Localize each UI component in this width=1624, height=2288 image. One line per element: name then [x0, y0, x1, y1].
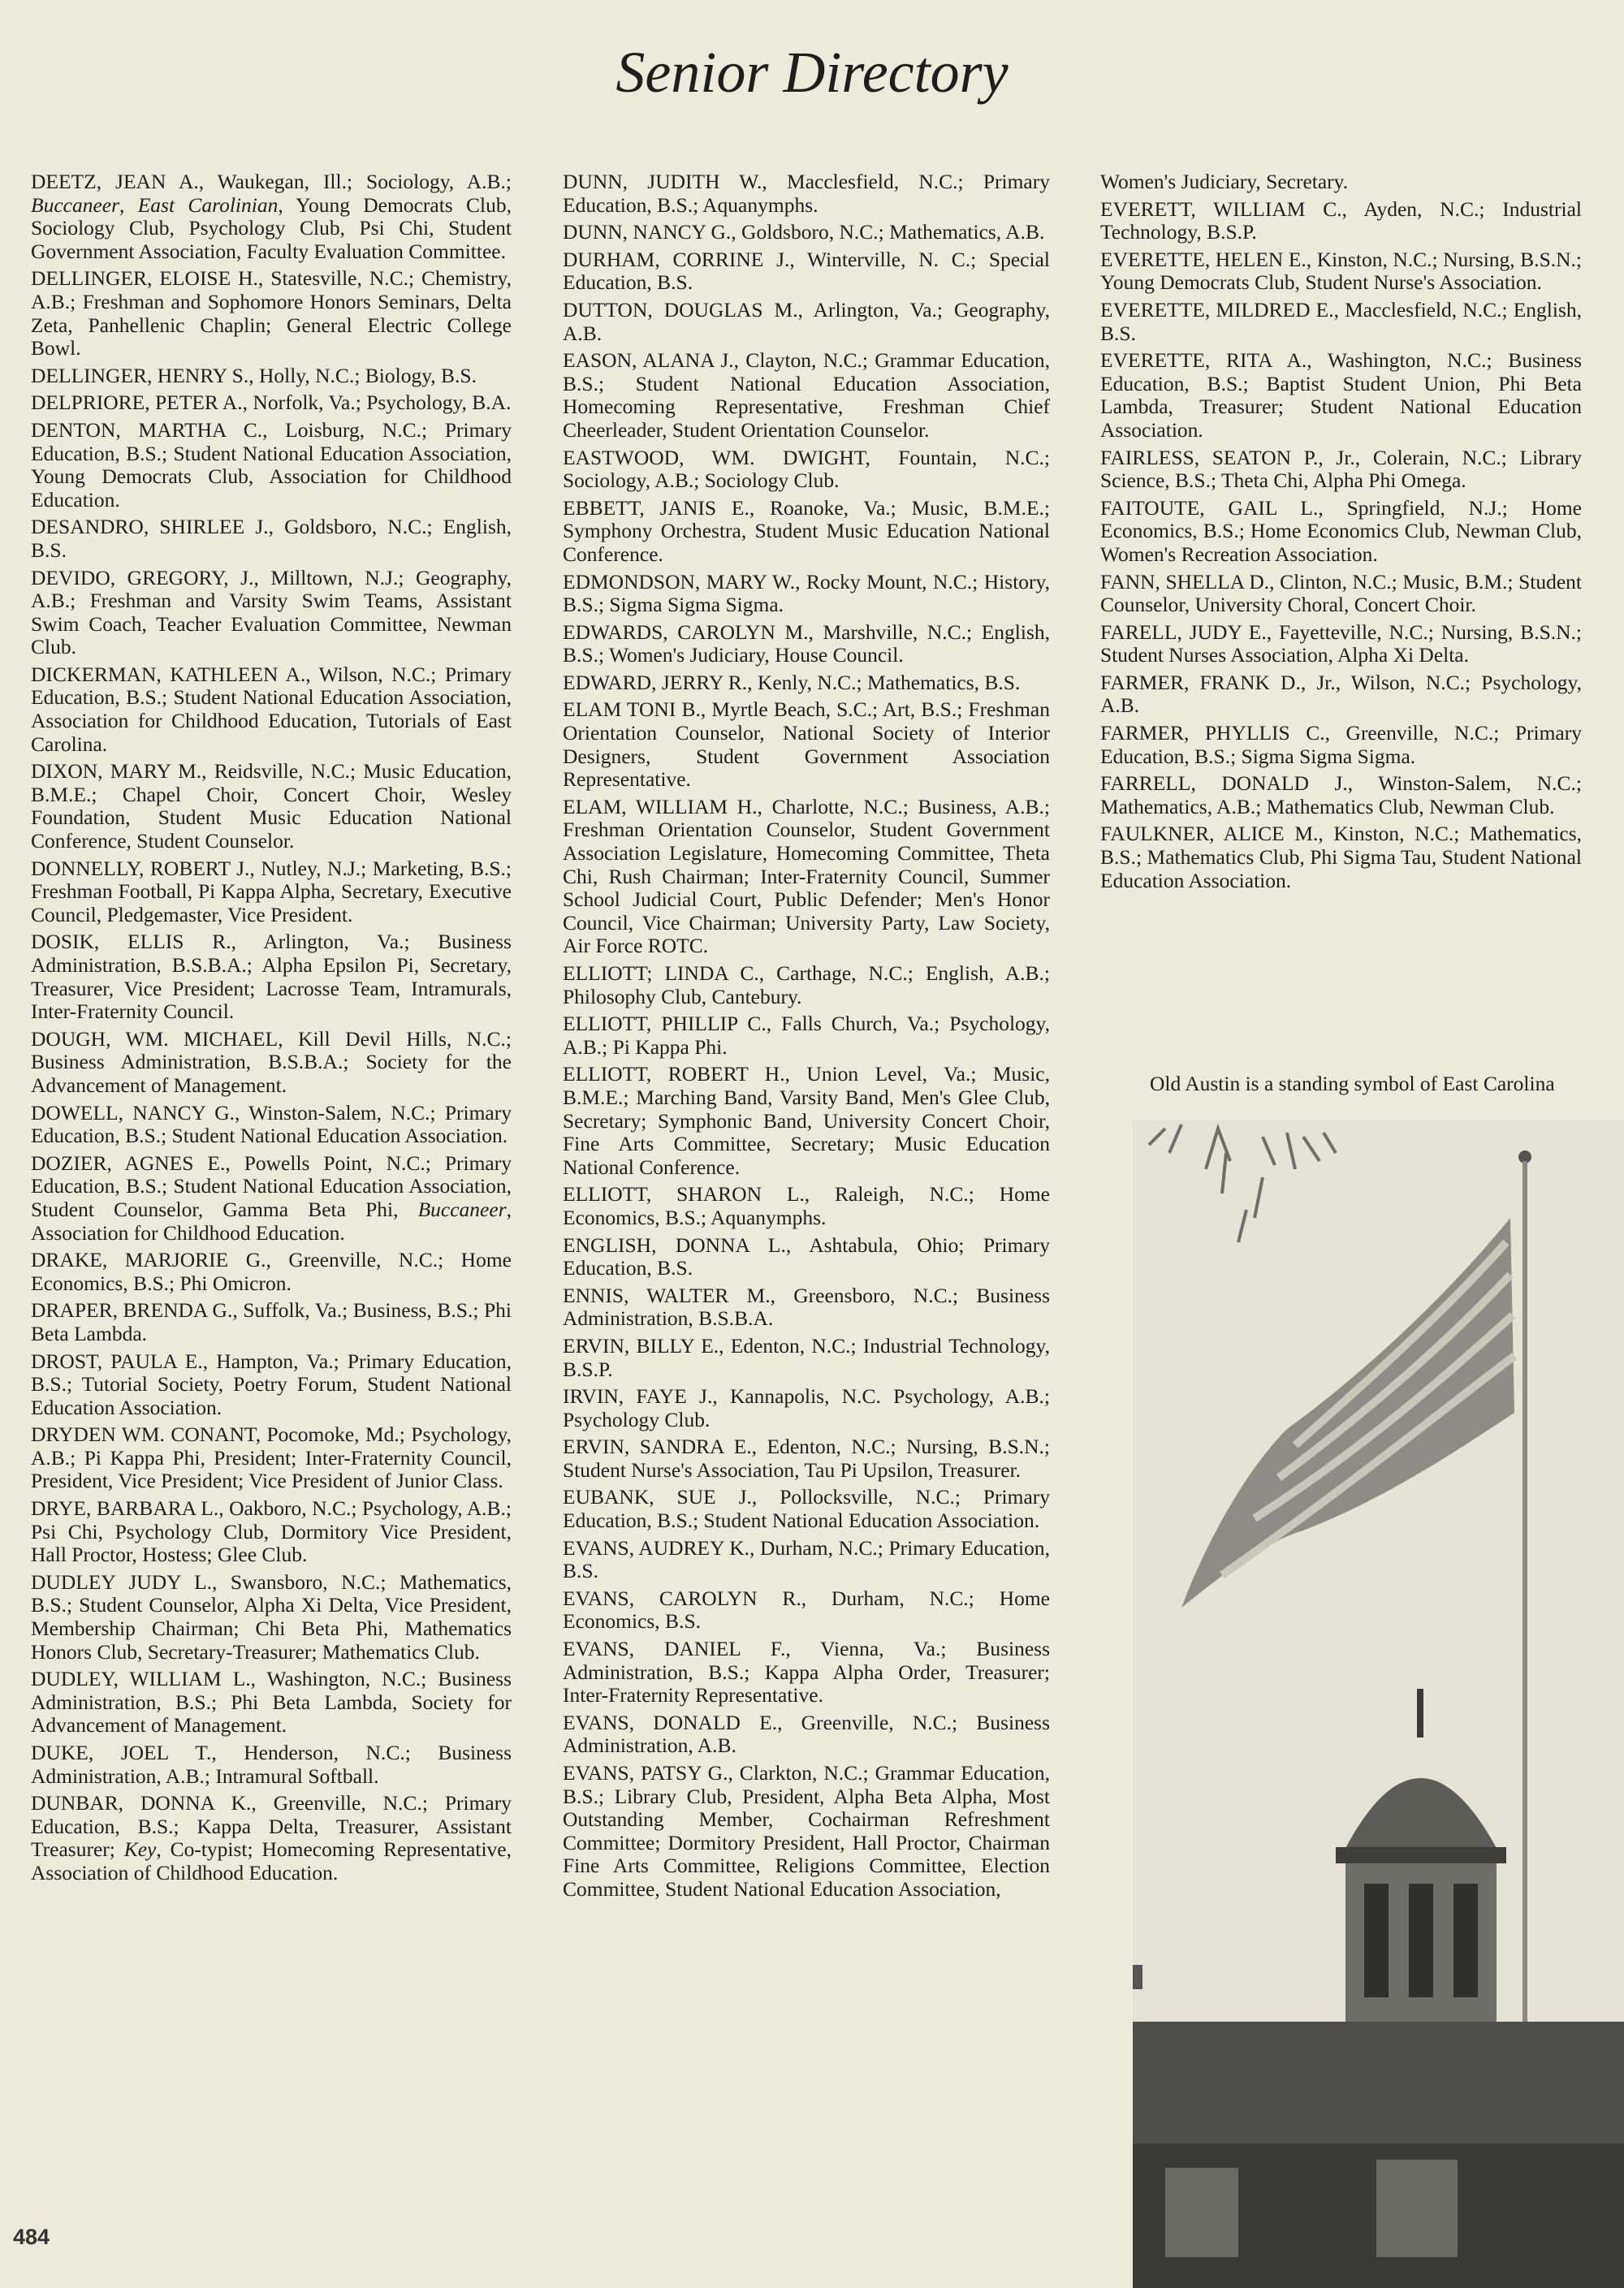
- entry-text: ERVIN, SANDRA E., Edenton, N.C.; Nursing, B.S.N.; Student Nurse's Association, Tau Pi Upsilon, Treasurer.: [563, 1435, 1050, 1482]
- directory-entry: [1100, 349, 1582, 442]
- directory-entry: [563, 1284, 1050, 1331]
- directory-entry: [31, 1571, 512, 1664]
- directory-entry: [31, 171, 512, 263]
- entry-text: DENTON, MARTHA C., Loisburg, N.C.; Primary Education, B.S.; Student National Education Association, Young Democrats Club, Association for Childhood Education.: [31, 417, 512, 512]
- entry-text: FARELL, JUDY E., Fayetteville, N.C.; Nursing, B.S.N.; Student Nurses Association, Alpha Xi Delta.: [1100, 619, 1582, 667]
- entry-text: DUTTON, DOUGLAS M., Arlington, Va.; Geography, A.B.: [563, 297, 1050, 345]
- directory-entry: [1100, 822, 1582, 892]
- directory-entry: [1100, 497, 1582, 567]
- entry-text: ELLIOTT, ROBERT H., Union Level, Va.; Music, B.M.E.; Marching Band, Varsity Band, Men's Glee Club, Secretary; Symphonic Band, University Concert Choir, Fine Arts Committee, Secretary; Music Education National Conference.: [563, 1062, 1050, 1179]
- entry-text: FAULKNER, ALICE M., Kinston, N.C.; Mathematics, B.S.; Mathematics Club, Phi Sigma Tau, Student National Education Association.: [1100, 822, 1582, 892]
- entry-italic-text: Buccaneer: [417, 1197, 507, 1221]
- directory-entry: [1100, 722, 1582, 768]
- entry-text: ENNIS, WALTER M., Greensboro, N.C.; Business Administration, B.S.B.A.: [563, 1283, 1050, 1331]
- directory-entry: [31, 1792, 512, 1884]
- entry-text: , Co-typist; Homecoming Representative, Association of Childhood Education.: [31, 1837, 512, 1884]
- directory-entry: [563, 671, 1050, 695]
- entry-text: DURHAM, CORRINE J., Winterville, N. C.; Special Education, B.S.: [563, 247, 1050, 295]
- entry-text: EVERETTE, MILDRED E., Macclesfield, N.C.; English, B.S.: [1100, 297, 1582, 345]
- entry-text: DRYDEN WM. CONANT, Pocomoke, Md.; Psychology, A.B.; Pi Kappa Phi, President; Inter-Fraternity Council, President, Vice President; Vice President of Junior Class.: [31, 1422, 512, 1493]
- entry-text: DOUGH, WM. MICHAEL, Kill Devil Hills, N.C.; Business Administration, B.S.B.A.; Society for the Advancement of Management.: [31, 1026, 512, 1097]
- entry-text: DICKERMAN, KATHLEEN A., Wilson, N.C.; Primary Education, B.S.; Student National Education Association, Association for Childhood Education, Tutorials of East Carolina.: [31, 662, 512, 756]
- directory-column-3: [1100, 171, 1582, 896]
- entry-text: DEVIDO, GREGORY, J., Milltown, N.J.; Geography, A.B.; Freshman and Varsity Swim Teams, Assistant Swim Coach, Teacher Evaluation Committee, Newman Club.: [31, 565, 512, 659]
- entry-text: DELLINGER, HENRY S., Holly, N.C.; Biology, B.S.: [31, 363, 477, 387]
- page-number: 484: [13, 2225, 50, 2249]
- entry-text: EVERETTE, RITA A., Washington, N.C.; Business Education, B.S.; Baptist Student Union, Phi Beta Lambda, Treasurer; Student National Education Association.: [1100, 348, 1582, 442]
- directory-entry: [563, 1335, 1050, 1381]
- directory-entry: [563, 1486, 1050, 1532]
- directory-entry: [1100, 171, 1582, 194]
- entry-text: DRYE, BARBARA L., Oakboro, N.C.; Psychology, A.B.; Psi Chi, Psychology Club, Dormitory Vice President, Hall Proctor, Hostess; Glee Club.: [31, 1496, 512, 1567]
- entry-text: EVANS, CAROLYN R., Durham, N.C.; Home Economics, B.S.: [563, 1586, 1050, 1634]
- entry-text: EVERETT, WILLIAM C., Ayden, N.C.; Industrial Technology, B.S.P.: [1100, 196, 1582, 244]
- entry-text: ,: [119, 192, 138, 217]
- entry-text: DEETZ, JEAN A., Waukegan, Ill.; Sociology, A.B.;: [31, 170, 512, 193]
- directory-entry: [31, 1102, 512, 1148]
- directory-entry: [31, 567, 512, 659]
- entry-text: IRVIN, FAYE J., Kannapolis, N.C. Psychology, A.B.; Psychology Club.: [563, 1384, 1050, 1431]
- directory-entry: [31, 1299, 512, 1345]
- entry-italic-text: Key: [123, 1837, 157, 1862]
- entry-text: , Young Democrats Club, Sociology Club, Psychology Club, Psi Chi, Student Government Association, Faculty Evaluation Committee.: [31, 192, 512, 263]
- directory-entry: [31, 419, 512, 512]
- entry-text: DUNBAR, DONNA K., Greenville, N.C.; Primary Education, B.S.; Kappa Delta, Treasurer, Assistant Treasurer;: [31, 1791, 512, 1862]
- directory-entry: [563, 1012, 1050, 1059]
- directory-entry: [31, 1423, 512, 1493]
- directory-entry: [31, 1668, 512, 1738]
- directory-entry: [563, 1587, 1050, 1634]
- entry-text: DUNN, JUDITH W., Macclesfield, N.C.; Primary Education, B.S.; Aquanymphs.: [563, 170, 1050, 217]
- directory-entry: [31, 857, 512, 927]
- entry-text: EVANS, AUDREY K., Durham, N.C.; Primary Education, B.S.: [563, 1535, 1050, 1583]
- directory-entry: [563, 1234, 1050, 1280]
- directory-entry: [31, 760, 512, 853]
- entry-text: DELLINGER, ELOISE H., Statesville, N.C.; Chemistry, A.B.; Freshman and Sophomore Honors Seminars, Delta Zeta, Panhellenic Chaplin; General Electric College Bowl.: [31, 266, 512, 360]
- directory-entry: [1100, 299, 1582, 345]
- entry-text: EDWARD, JERRY R., Kenly, N.C.; Mathematics, B.S.: [563, 670, 1021, 694]
- directory-entry: [31, 663, 512, 756]
- directory-column-2: [563, 171, 1050, 1906]
- entry-text: DOWELL, NANCY G., Winston-Salem, N.C.; Primary Education, B.S.; Student National Education Association.: [31, 1100, 512, 1148]
- directory-entry: [31, 1152, 512, 1245]
- directory-entry: [563, 497, 1050, 567]
- entry-text: ELLIOTT; LINDA C., Carthage, N.C.; English, A.B.; Philosophy Club, Cantebury.: [563, 961, 1050, 1008]
- entry-text: FAITOUTE, GAIL L., Springfield, N.J.; Home Economics, B.S.; Home Economics Club, Newman Club, Women's Recreation Association.: [1100, 495, 1582, 566]
- entry-text: DESANDRO, SHIRLEE J., Goldsboro, N.C.; English, B.S.: [31, 515, 512, 562]
- directory-entry: [563, 171, 1050, 217]
- directory-entry: [563, 248, 1050, 295]
- directory-entry: [1100, 621, 1582, 667]
- directory-entry: [1100, 248, 1582, 295]
- entry-text: FARMER, PHYLLIS C., Greenville, N.C.; Primary Education, B.S.; Sigma Sigma Sigma.: [1100, 721, 1582, 768]
- directory-entry: [1100, 772, 1582, 818]
- entry-text: ERVIN, BILLY E., Edenton, N.C.; Industrial Technology, B.S.P.: [563, 1333, 1050, 1381]
- directory-entry: [1100, 671, 1582, 718]
- entry-text: ELLIOTT, PHILLIP C., Falls Church, Va.; Psychology, A.B.; Pi Kappa Phi.: [563, 1012, 1050, 1059]
- entry-text: ELAM TONI B., Myrtle Beach, S.C.; Art, B.S.; Freshman Orientation Counselor, National Society of Interior Designers, Student Government Association Representative.: [563, 697, 1050, 792]
- directory-entry: [31, 1497, 512, 1567]
- entry-text: FANN, SHELLA D., Clinton, N.C.; Music, B.M.; Student Counselor, University Choral, Concert Choir.: [1100, 569, 1582, 617]
- directory-entry: [563, 796, 1050, 958]
- directory-entry: [563, 447, 1050, 493]
- directory-entry: [563, 1638, 1050, 1707]
- directory-entry: [31, 391, 512, 415]
- directory-entry: [1100, 571, 1582, 617]
- entry-text: DOSIK, ELLIS R., Arlington, Va.; Business Administration, B.S.B.A.; Alpha Epsilon Pi, Secretary, Treasurer, Vice President; Lacrosse Team, Intramurals, Inter-Fraternity Council.: [31, 930, 512, 1024]
- directory-column-1: [31, 171, 512, 1889]
- directory-entry: [31, 516, 512, 562]
- entry-text: DOZIER, AGNES E., Powells Point, N.C.; Primary Education, B.S.; Student National Education Association, Student Counselor, Gamma Beta Phi,: [31, 1150, 512, 1221]
- entry-italic-text: Buccaneer: [31, 192, 120, 217]
- entry-text: DELPRIORE, PETER A., Norfolk, Va.; Psychology, B.A.: [31, 391, 512, 415]
- directory-entry: [31, 930, 512, 1023]
- directory-entry: [563, 299, 1050, 345]
- directory-entry: [31, 267, 512, 360]
- entry-text: ELLIOTT, SHARON L., Raleigh, N.C.; Home Economics, B.S.; Aquanymphs.: [563, 1182, 1050, 1229]
- building-roof: [1133, 2022, 1624, 2143]
- entry-italic-text: East Carolinian: [137, 192, 279, 217]
- directory-entry: [563, 1435, 1050, 1482]
- entry-text: FAIRLESS, SEATON P., Jr., Colerain, N.C.; Library Science, B.S.; Theta Chi, Alpha Phi Omega.: [1100, 445, 1582, 493]
- entry-text: EDMONDSON, MARY W., Rocky Mount, N.C.; History, B.S.; Sigma Sigma Sigma.: [563, 569, 1050, 617]
- entry-text: ELAM, WILLIAM H., Charlotte, N.C.; Business, A.B.; Freshman Orientation Counselor, Student Government Association Legislature, Homecoming Committee, Theta Chi, Rush Chairman; Inter-Fraternity Council, Summer School Judicial Court, Public Defender; Men's Honor Council, Vice Chairman; University Party, Law Society, Air Force ROTC.: [563, 794, 1050, 958]
- entry-text: DUDLEY JUDY L., Swansboro, N.C.; Mathematics, B.S.; Student Counselor, Alpha Xi Delta, Vice President, Membership Chairman; Chi Beta Phi, Mathematics Honors Club, Secretary-Treasurer; Mathematics Club.: [31, 1569, 512, 1664]
- entry-text: Women's Judiciary, Secretary.: [1100, 170, 1349, 193]
- directory-entry: [563, 1762, 1050, 1902]
- page-title: Senior Directory: [615, 40, 1009, 105]
- directory-entry: [31, 365, 512, 388]
- directory-entry: [563, 698, 1050, 791]
- directory-entry: [1100, 447, 1582, 493]
- entry-text: EASON, ALANA J., Clayton, N.C.; Grammar Education, B.S.; Student National Education Association, Homecoming Representative, Freshman Chief Cheerleader, Student Orientation Counselor.: [563, 348, 1050, 442]
- directory-entry: [31, 1028, 512, 1098]
- entry-text: EDWARDS, CAROLYN M., Marshville, N.C.; English, B.S.; Women's Judiciary, House Council.: [563, 619, 1050, 667]
- entry-text: EUBANK, SUE J., Pollocksville, N.C.; Primary Education, B.S.; Student National Education Association.: [563, 1485, 1050, 1533]
- photo-caption: Old Austin is a standing symbol of East Carolina: [1150, 1072, 1555, 1095]
- entry-text: DUNN, NANCY G., Goldsboro, N.C.; Mathematics, A.B.: [563, 220, 1045, 244]
- entry-text: DIXON, MARY M., Reidsville, N.C.; Music Education, B.M.E.; Chapel Choir, Concert Choir, Wesley Foundation, Student Music Education National Conference, Student Counselor.: [31, 759, 512, 853]
- entry-text: DONNELLY, ROBERT J., Nutley, N.J.; Marketing, B.S.; Freshman Football, Pi Kappa Alpha, Secretary, Executive Council, Pledgemaster, Vice President.: [31, 856, 512, 926]
- directory-entry: [563, 1063, 1050, 1179]
- directory-entry: [31, 1249, 512, 1295]
- directory-entry: [563, 349, 1050, 442]
- directory-entry: [563, 1537, 1050, 1583]
- entry-text: EVANS, DANIEL F., Vienna, Va.; Business Administration, B.S.; Kappa Alpha Order, Treasurer; Inter-Fraternity Representative.: [563, 1637, 1050, 1707]
- entry-text: EASTWOOD, WM. DWIGHT, Fountain, N.C.; Sociology, A.B.; Sociology Club.: [563, 445, 1050, 493]
- entry-text: FARRELL, DONALD J., Winston-Salem, N.C.; Mathematics, A.B.; Mathematics Club, Newman Club.: [1100, 771, 1582, 818]
- entry-text: EVANS, DONALD E., Greenville, N.C.; Business Administration, A.B.: [563, 1710, 1050, 1758]
- directory-entry: [563, 1385, 1050, 1431]
- entry-text: DRAPER, BRENDA G., Suffolk, Va.; Business, B.S.; Phi Beta Lambda.: [31, 1298, 512, 1345]
- directory-entry: [1100, 198, 1582, 244]
- entry-text: FARMER, FRANK D., Jr., Wilson, N.C.; Psychology, A.B.: [1100, 670, 1582, 718]
- entry-text: DROST, PAULA E., Hampton, Va.; Primary Education, B.S.; Tutorial Society, Poetry Forum, Student National Education Association.: [31, 1349, 512, 1419]
- entry-text: , Association for Childhood Education.: [31, 1197, 512, 1245]
- directory-entry: [563, 1183, 1050, 1229]
- directory-entry: [563, 221, 1050, 244]
- directory-entry: [31, 1350, 512, 1420]
- entry-text: EVERETTE, HELEN E., Kinston, N.C.; Nursing, B.S.N.; Young Democrats Club, Student Nurse's Association.: [1100, 247, 1582, 295]
- entry-text: EBBETT, JANIS E., Roanoke, Va.; Music, B.M.E.; Symphony Orchestra, Student Music Education National Conference.: [563, 495, 1050, 566]
- entry-text: DRAKE, MARJORIE G., Greenville, N.C.; Home Economics, B.S.; Phi Omicron.: [31, 1248, 512, 1295]
- directory-entry: [563, 1712, 1050, 1758]
- directory-entry: [563, 621, 1050, 667]
- old-austin-photo: [1133, 1120, 1624, 2288]
- entry-text: DUKE, JOEL T., Henderson, N.C.; Business Administration, A.B.; Intramural Softball.: [31, 1741, 512, 1788]
- entry-text: EVANS, PATSY G., Clarkton, N.C.; Grammar Education, B.S.; Library Club, President, Alpha Beta Alpha, Most Outstanding Member, Cochairman Refreshment Committee; Dormitory President, Hall Proctor, Chairman Fine Arts Committee, Religions Committee, Election Committee, Student National Education Association,: [563, 1761, 1050, 1901]
- entry-text: ENGLISH, DONNA L., Ashtabula, Ohio; Primary Education, B.S.: [563, 1232, 1050, 1280]
- directory-entry: [563, 571, 1050, 617]
- entry-text: DUDLEY, WILLIAM L., Washington, N.C.; Business Administration, B.S.; Phi Beta Lambda, Society for Advancement of Management.: [31, 1667, 512, 1738]
- directory-entry: [563, 962, 1050, 1008]
- directory-entry: [31, 1742, 512, 1788]
